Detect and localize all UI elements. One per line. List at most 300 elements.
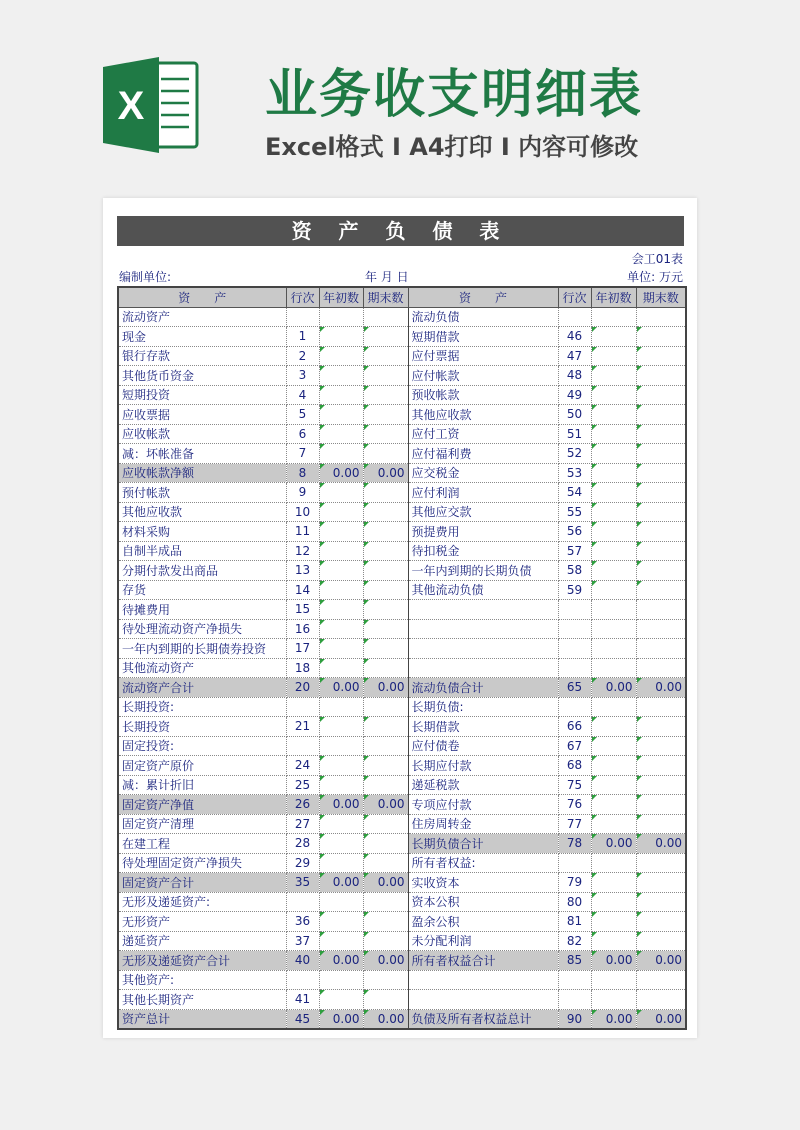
asset-opening-cell[interactable] — [319, 522, 363, 542]
asset-closing-cell[interactable] — [363, 346, 408, 366]
liability-opening-cell[interactable] — [591, 736, 636, 756]
asset-closing-cell[interactable] — [363, 600, 408, 620]
liability-opening-cell[interactable] — [591, 424, 636, 444]
asset-closing-cell[interactable] — [363, 405, 408, 425]
asset-item-cell[interactable]: 长期投资: — [118, 697, 286, 717]
liability-line-no-cell[interactable]: 78 — [558, 834, 591, 854]
liability-closing-cell[interactable] — [636, 697, 686, 717]
liability-opening-cell[interactable] — [591, 502, 636, 522]
liability-line-no-cell[interactable]: 65 — [558, 678, 591, 698]
liability-closing-cell[interactable] — [636, 990, 686, 1010]
page-title: 业务收支明细表 — [265, 65, 644, 125]
liability-closing-cell[interactable] — [636, 873, 686, 893]
liability-opening-cell[interactable] — [591, 990, 636, 1010]
asset-item-cell[interactable]: 固定资产净值 — [118, 795, 286, 815]
liability-line-no-cell[interactable]: 75 — [558, 775, 591, 795]
liability-line-no-cell[interactable] — [558, 307, 591, 327]
liability-opening-cell[interactable]: 0.00 — [591, 678, 636, 698]
asset-closing-cell[interactable]: 0.00 — [363, 873, 408, 893]
liability-item-cell[interactable]: 一年内到期的长期负债 — [408, 561, 558, 581]
liability-line-no-cell[interactable]: 49 — [558, 385, 591, 405]
asset-line-no-cell[interactable]: 8 — [286, 463, 319, 483]
asset-closing-cell[interactable] — [363, 385, 408, 405]
asset-closing-cell[interactable] — [363, 970, 408, 990]
asset-item-cell[interactable]: 递延资产 — [118, 931, 286, 951]
liability-closing-cell[interactable] — [636, 346, 686, 366]
asset-line-no-cell[interactable]: 15 — [286, 600, 319, 620]
liability-closing-cell[interactable] — [636, 502, 686, 522]
asset-item-cell[interactable]: 存货 — [118, 580, 286, 600]
liability-opening-cell[interactable] — [591, 639, 636, 659]
liability-closing-cell[interactable] — [636, 795, 686, 815]
asset-closing-cell[interactable] — [363, 697, 408, 717]
liability-item-cell[interactable]: 长期应付款 — [408, 756, 558, 776]
asset-line-no-cell[interactable]: 3 — [286, 366, 319, 386]
asset-closing-cell[interactable] — [363, 717, 408, 737]
asset-closing-cell[interactable] — [363, 775, 408, 795]
liability-opening-cell[interactable] — [591, 385, 636, 405]
asset-line-no-cell[interactable]: 20 — [286, 678, 319, 698]
liability-opening-cell[interactable]: 0.00 — [591, 1009, 636, 1029]
asset-item-cell[interactable]: 流动资产 — [118, 307, 286, 327]
liability-item-cell[interactable]: 流动负债 — [408, 307, 558, 327]
asset-item-cell[interactable]: 应收票据 — [118, 405, 286, 425]
liability-item-cell[interactable] — [408, 658, 558, 678]
liability-item-cell[interactable] — [408, 600, 558, 620]
liability-line-no-cell[interactable] — [558, 658, 591, 678]
liability-line-no-cell[interactable]: 67 — [558, 736, 591, 756]
liability-opening-cell[interactable] — [591, 483, 636, 503]
liability-closing-cell[interactable] — [636, 541, 686, 561]
asset-closing-cell[interactable] — [363, 658, 408, 678]
asset-item-cell[interactable]: 预付帐款 — [118, 483, 286, 503]
asset-closing-cell[interactable] — [363, 619, 408, 639]
liability-opening-cell[interactable] — [591, 444, 636, 464]
liability-item-cell[interactable]: 应付票据 — [408, 346, 558, 366]
liability-item-cell[interactable]: 待扣税金 — [408, 541, 558, 561]
liability-closing-cell[interactable]: 0.00 — [636, 834, 686, 854]
liability-closing-cell[interactable]: 0.00 — [636, 678, 686, 698]
asset-opening-cell[interactable] — [319, 775, 363, 795]
liability-line-no-cell[interactable]: 51 — [558, 424, 591, 444]
asset-item-cell[interactable]: 自制半成品 — [118, 541, 286, 561]
liability-closing-cell[interactable] — [636, 327, 686, 347]
asset-line-no-cell[interactable] — [286, 970, 319, 990]
liability-opening-cell[interactable] — [591, 853, 636, 873]
liability-line-no-cell[interactable]: 76 — [558, 795, 591, 815]
liability-line-no-cell[interactable]: 58 — [558, 561, 591, 581]
asset-closing-cell[interactable] — [363, 990, 408, 1010]
asset-line-no-cell[interactable]: 36 — [286, 912, 319, 932]
liability-item-cell[interactable]: 应付工资 — [408, 424, 558, 444]
liability-item-cell[interactable]: 流动负债合计 — [408, 678, 558, 698]
liability-opening-cell[interactable] — [591, 463, 636, 483]
asset-opening-cell[interactable] — [319, 990, 363, 1010]
asset-opening-cell[interactable] — [319, 834, 363, 854]
asset-line-no-cell[interactable]: 16 — [286, 619, 319, 639]
liability-closing-cell[interactable] — [636, 892, 686, 912]
asset-closing-cell[interactable] — [363, 424, 408, 444]
liability-line-no-cell[interactable]: 77 — [558, 814, 591, 834]
asset-line-no-cell[interactable]: 9 — [286, 483, 319, 503]
liability-closing-cell[interactable] — [636, 463, 686, 483]
liability-item-cell[interactable]: 未分配利润 — [408, 931, 558, 951]
asset-opening-cell[interactable]: 0.00 — [319, 951, 363, 971]
asset-opening-cell[interactable] — [319, 405, 363, 425]
liability-closing-cell[interactable] — [636, 366, 686, 386]
asset-item-cell[interactable]: 减：累计折旧 — [118, 775, 286, 795]
asset-closing-cell[interactable] — [363, 444, 408, 464]
asset-line-no-cell[interactable]: 26 — [286, 795, 319, 815]
asset-opening-cell[interactable] — [319, 444, 363, 464]
asset-opening-cell[interactable]: 0.00 — [319, 463, 363, 483]
liability-opening-cell[interactable] — [591, 717, 636, 737]
liability-closing-cell[interactable] — [636, 385, 686, 405]
asset-closing-cell[interactable] — [363, 502, 408, 522]
asset-closing-cell[interactable] — [363, 483, 408, 503]
asset-line-no-cell[interactable]: 17 — [286, 639, 319, 659]
liability-line-no-cell[interactable]: 52 — [558, 444, 591, 464]
asset-line-no-cell[interactable]: 24 — [286, 756, 319, 776]
asset-closing-cell[interactable]: 0.00 — [363, 463, 408, 483]
liability-closing-cell[interactable]: 0.00 — [636, 1009, 686, 1029]
asset-line-no-cell[interactable]: 7 — [286, 444, 319, 464]
asset-item-cell[interactable]: 在建工程 — [118, 834, 286, 854]
liability-line-no-cell[interactable]: 90 — [558, 1009, 591, 1029]
asset-opening-cell[interactable]: 0.00 — [319, 1009, 363, 1029]
liability-opening-cell[interactable] — [591, 892, 636, 912]
asset-item-cell[interactable]: 固定投资: — [118, 736, 286, 756]
liability-line-no-cell[interactable] — [558, 970, 591, 990]
asset-line-no-cell[interactable]: 18 — [286, 658, 319, 678]
asset-opening-cell[interactable] — [319, 483, 363, 503]
balance-sheet-table — [117, 286, 687, 1030]
liability-line-no-cell[interactable] — [558, 697, 591, 717]
asset-closing-cell[interactable]: 0.00 — [363, 795, 408, 815]
liability-item-cell[interactable] — [408, 619, 558, 639]
liability-item-cell[interactable]: 应交税金 — [408, 463, 558, 483]
asset-line-no-cell[interactable]: 13 — [286, 561, 319, 581]
liability-line-no-cell[interactable]: 46 — [558, 327, 591, 347]
asset-line-no-cell[interactable] — [286, 736, 319, 756]
liability-opening-cell[interactable]: 0.00 — [591, 834, 636, 854]
asset-line-no-cell[interactable]: 40 — [286, 951, 319, 971]
liability-opening-cell[interactable] — [591, 405, 636, 425]
asset-closing-cell[interactable] — [363, 366, 408, 386]
asset-opening-cell[interactable] — [319, 697, 363, 717]
liability-item-cell[interactable]: 应付帐款 — [408, 366, 558, 386]
asset-item-cell[interactable]: 减：坏帐准备 — [118, 444, 286, 464]
asset-closing-cell[interactable] — [363, 541, 408, 561]
asset-item-cell[interactable]: 其他长期资产 — [118, 990, 286, 1010]
asset-closing-cell[interactable] — [363, 561, 408, 581]
liability-item-cell[interactable]: 所有者权益合计 — [408, 951, 558, 971]
liability-item-cell[interactable]: 其他应交款 — [408, 502, 558, 522]
asset-item-cell[interactable]: 长期投资 — [118, 717, 286, 737]
asset-closing-cell[interactable] — [363, 639, 408, 659]
asset-opening-cell[interactable] — [319, 717, 363, 737]
liability-item-cell[interactable]: 负债及所有者权益总计 — [408, 1009, 558, 1029]
liability-opening-cell[interactable] — [591, 327, 636, 347]
liability-item-cell[interactable] — [408, 639, 558, 659]
asset-item-cell[interactable]: 固定资产清理 — [118, 814, 286, 834]
asset-item-cell[interactable]: 其他货币资金 — [118, 366, 286, 386]
asset-closing-cell[interactable] — [363, 834, 408, 854]
liability-closing-cell[interactable] — [636, 717, 686, 737]
asset-line-no-cell[interactable] — [286, 892, 319, 912]
liability-item-cell[interactable]: 应付福利费 — [408, 444, 558, 464]
asset-line-no-cell[interactable]: 10 — [286, 502, 319, 522]
asset-opening-cell[interactable] — [319, 892, 363, 912]
asset-line-no-cell[interactable]: 37 — [286, 931, 319, 951]
asset-item-cell[interactable]: 应收帐款净额 — [118, 463, 286, 483]
liability-opening-cell[interactable] — [591, 873, 636, 893]
liability-line-no-cell[interactable]: 81 — [558, 912, 591, 932]
asset-opening-cell[interactable]: 0.00 — [319, 795, 363, 815]
asset-item-cell[interactable]: 一年内到期的长期债券投资 — [118, 639, 286, 659]
asset-opening-cell[interactable] — [319, 600, 363, 620]
liability-line-no-cell[interactable]: 50 — [558, 405, 591, 425]
liability-closing-cell[interactable]: 0.00 — [636, 951, 686, 971]
asset-opening-cell[interactable] — [319, 736, 363, 756]
liability-item-cell[interactable] — [408, 990, 558, 1010]
liability-opening-cell[interactable] — [591, 580, 636, 600]
liability-closing-cell[interactable] — [636, 619, 686, 639]
asset-closing-cell[interactable] — [363, 736, 408, 756]
liability-opening-cell[interactable] — [591, 366, 636, 386]
liability-item-cell[interactable]: 预提费用 — [408, 522, 558, 542]
liability-item-cell[interactable]: 所有者权益: — [408, 853, 558, 873]
liability-item-cell[interactable]: 专项应付款 — [408, 795, 558, 815]
liability-item-cell[interactable]: 预收帐款 — [408, 385, 558, 405]
asset-line-no-cell[interactable]: 11 — [286, 522, 319, 542]
asset-line-no-cell[interactable]: 28 — [286, 834, 319, 854]
liability-closing-cell[interactable] — [636, 639, 686, 659]
asset-opening-cell[interactable]: 0.00 — [319, 678, 363, 698]
asset-opening-cell[interactable] — [319, 346, 363, 366]
asset-item-cell[interactable]: 现金 — [118, 327, 286, 347]
asset-closing-cell[interactable] — [363, 522, 408, 542]
liability-line-no-cell[interactable] — [558, 639, 591, 659]
liability-line-no-cell[interactable] — [558, 853, 591, 873]
asset-opening-cell[interactable] — [319, 580, 363, 600]
asset-opening-cell[interactable] — [319, 385, 363, 405]
asset-item-cell[interactable]: 其他流动资产 — [118, 658, 286, 678]
asset-item-cell[interactable]: 其他资产: — [118, 970, 286, 990]
liability-item-cell[interactable]: 长期借款 — [408, 717, 558, 737]
liability-line-no-cell[interactable]: 80 — [558, 892, 591, 912]
asset-closing-cell[interactable]: 0.00 — [363, 951, 408, 971]
liability-item-cell[interactable]: 其他流动负债 — [408, 580, 558, 600]
asset-line-no-cell[interactable]: 12 — [286, 541, 319, 561]
asset-item-cell[interactable]: 短期投资 — [118, 385, 286, 405]
liability-opening-cell[interactable] — [591, 346, 636, 366]
liability-line-no-cell[interactable]: 55 — [558, 502, 591, 522]
liability-opening-cell[interactable] — [591, 912, 636, 932]
liability-line-no-cell[interactable]: 59 — [558, 580, 591, 600]
liability-closing-cell[interactable] — [636, 561, 686, 581]
asset-line-no-cell[interactable]: 1 — [286, 327, 319, 347]
liability-opening-cell[interactable] — [591, 522, 636, 542]
asset-line-no-cell[interactable]: 35 — [286, 873, 319, 893]
asset-item-cell[interactable]: 流动资产合计 — [118, 678, 286, 698]
asset-opening-cell[interactable] — [319, 814, 363, 834]
liability-item-cell[interactable]: 其他应收款 — [408, 405, 558, 425]
asset-closing-cell[interactable]: 0.00 — [363, 678, 408, 698]
liability-item-cell[interactable]: 实收资本 — [408, 873, 558, 893]
liability-item-cell[interactable]: 应付利润 — [408, 483, 558, 503]
asset-line-no-cell[interactable] — [286, 697, 319, 717]
asset-opening-cell[interactable] — [319, 639, 363, 659]
asset-line-no-cell[interactable]: 45 — [286, 1009, 319, 1029]
liability-closing-cell[interactable] — [636, 912, 686, 932]
liability-line-no-cell[interactable]: 54 — [558, 483, 591, 503]
liability-item-cell[interactable]: 长期负债合计 — [408, 834, 558, 854]
asset-line-no-cell[interactable]: 14 — [286, 580, 319, 600]
liability-line-no-cell[interactable] — [558, 619, 591, 639]
asset-line-no-cell[interactable]: 4 — [286, 385, 319, 405]
liability-item-cell[interactable]: 资本公积 — [408, 892, 558, 912]
liability-line-no-cell[interactable]: 79 — [558, 873, 591, 893]
asset-closing-cell[interactable] — [363, 307, 408, 327]
asset-closing-cell[interactable] — [363, 756, 408, 776]
asset-item-cell[interactable]: 无形及递延资产合计 — [118, 951, 286, 971]
liability-closing-cell[interactable] — [636, 522, 686, 542]
asset-opening-cell[interactable] — [319, 658, 363, 678]
asset-item-cell[interactable]: 应收帐款 — [118, 424, 286, 444]
liability-opening-cell[interactable] — [591, 775, 636, 795]
asset-opening-cell[interactable] — [319, 853, 363, 873]
asset-item-cell[interactable]: 银行存款 — [118, 346, 286, 366]
liability-item-cell[interactable]: 递延税款 — [408, 775, 558, 795]
liability-closing-cell[interactable] — [636, 756, 686, 776]
liability-item-cell[interactable]: 短期借款 — [408, 327, 558, 347]
asset-item-cell[interactable]: 分期付款发出商品 — [118, 561, 286, 581]
asset-line-no-cell[interactable]: 41 — [286, 990, 319, 1010]
asset-line-no-cell[interactable]: 27 — [286, 814, 319, 834]
asset-item-cell[interactable]: 固定资产合计 — [118, 873, 286, 893]
liability-closing-cell[interactable] — [636, 853, 686, 873]
liability-line-no-cell[interactable]: 53 — [558, 463, 591, 483]
asset-line-no-cell[interactable]: 5 — [286, 405, 319, 425]
asset-opening-cell[interactable] — [319, 366, 363, 386]
liability-opening-cell[interactable] — [591, 814, 636, 834]
liability-closing-cell[interactable] — [636, 307, 686, 327]
asset-item-cell[interactable]: 固定资产原价 — [118, 756, 286, 776]
asset-opening-cell[interactable] — [319, 424, 363, 444]
table-row — [118, 814, 686, 834]
liability-opening-cell[interactable] — [591, 795, 636, 815]
asset-item-cell[interactable]: 待处理流动资产净损失 — [118, 619, 286, 639]
asset-line-no-cell[interactable]: 29 — [286, 853, 319, 873]
asset-line-no-cell[interactable]: 6 — [286, 424, 319, 444]
liability-opening-cell[interactable] — [591, 307, 636, 327]
table-row — [118, 717, 686, 737]
liability-item-cell[interactable]: 盈余公积 — [408, 912, 558, 932]
asset-line-no-cell[interactable]: 2 — [286, 346, 319, 366]
liability-opening-cell[interactable] — [591, 756, 636, 776]
asset-opening-cell[interactable] — [319, 912, 363, 932]
liability-line-no-cell[interactable]: 82 — [558, 931, 591, 951]
liability-line-no-cell[interactable]: 85 — [558, 951, 591, 971]
liability-line-no-cell[interactable] — [558, 600, 591, 620]
asset-item-cell[interactable]: 待摊费用 — [118, 600, 286, 620]
liability-closing-cell[interactable] — [636, 931, 686, 951]
liability-opening-cell[interactable] — [591, 970, 636, 990]
liability-opening-cell[interactable] — [591, 658, 636, 678]
liability-item-cell[interactable]: 应付债卷 — [408, 736, 558, 756]
asset-closing-cell[interactable] — [363, 580, 408, 600]
liability-item-cell[interactable]: 长期负债: — [408, 697, 558, 717]
liability-closing-cell[interactable] — [636, 483, 686, 503]
liability-opening-cell[interactable] — [591, 697, 636, 717]
asset-closing-cell[interactable]: 0.00 — [363, 1009, 408, 1029]
asset-item-cell[interactable]: 材料采购 — [118, 522, 286, 542]
liability-line-no-cell[interactable]: 56 — [558, 522, 591, 542]
asset-opening-cell[interactable] — [319, 541, 363, 561]
asset-item-cell[interactable]: 无形及递延资产: — [118, 892, 286, 912]
liability-closing-cell[interactable] — [636, 600, 686, 620]
liability-closing-cell[interactable] — [636, 580, 686, 600]
liability-line-no-cell[interactable]: 47 — [558, 346, 591, 366]
liability-closing-cell[interactable] — [636, 970, 686, 990]
asset-opening-cell[interactable] — [319, 756, 363, 776]
asset-opening-cell[interactable] — [319, 307, 363, 327]
liability-opening-cell[interactable] — [591, 600, 636, 620]
liability-opening-cell[interactable] — [591, 931, 636, 951]
asset-line-no-cell[interactable]: 21 — [286, 717, 319, 737]
liability-opening-cell[interactable]: 0.00 — [591, 951, 636, 971]
asset-closing-cell[interactable] — [363, 814, 408, 834]
asset-opening-cell[interactable]: 0.00 — [319, 873, 363, 893]
asset-opening-cell[interactable] — [319, 502, 363, 522]
asset-item-cell[interactable]: 待处理固定资产净损失 — [118, 853, 286, 873]
asset-item-cell[interactable]: 其他应收款 — [118, 502, 286, 522]
liability-item-cell[interactable]: 住房周转金 — [408, 814, 558, 834]
liability-opening-cell[interactable] — [591, 619, 636, 639]
asset-item-cell[interactable]: 资产总计 — [118, 1009, 286, 1029]
liability-line-no-cell[interactable] — [558, 990, 591, 1010]
asset-line-no-cell[interactable]: 25 — [286, 775, 319, 795]
asset-closing-cell[interactable] — [363, 327, 408, 347]
asset-closing-cell[interactable] — [363, 931, 408, 951]
asset-opening-cell[interactable] — [319, 970, 363, 990]
liability-closing-cell[interactable] — [636, 775, 686, 795]
liability-closing-cell[interactable] — [636, 444, 686, 464]
asset-opening-cell[interactable] — [319, 619, 363, 639]
asset-opening-cell[interactable] — [319, 327, 363, 347]
asset-opening-cell[interactable] — [319, 931, 363, 951]
liability-closing-cell[interactable] — [636, 814, 686, 834]
liability-line-no-cell[interactable]: 66 — [558, 717, 591, 737]
liability-item-cell[interactable] — [408, 970, 558, 990]
asset-item-cell[interactable]: 无形资产 — [118, 912, 286, 932]
liability-closing-cell[interactable] — [636, 736, 686, 756]
liability-closing-cell[interactable] — [636, 405, 686, 425]
liability-line-no-cell[interactable]: 48 — [558, 366, 591, 386]
liability-closing-cell[interactable] — [636, 424, 686, 444]
liability-line-no-cell[interactable]: 57 — [558, 541, 591, 561]
liability-line-no-cell[interactable]: 68 — [558, 756, 591, 776]
asset-closing-cell[interactable] — [363, 912, 408, 932]
asset-opening-cell[interactable] — [319, 561, 363, 581]
asset-line-no-cell[interactable] — [286, 307, 319, 327]
liability-opening-cell[interactable] — [591, 561, 636, 581]
liability-opening-cell[interactable] — [591, 541, 636, 561]
asset-closing-cell[interactable] — [363, 892, 408, 912]
liability-closing-cell[interactable] — [636, 658, 686, 678]
asset-closing-cell[interactable] — [363, 853, 408, 873]
